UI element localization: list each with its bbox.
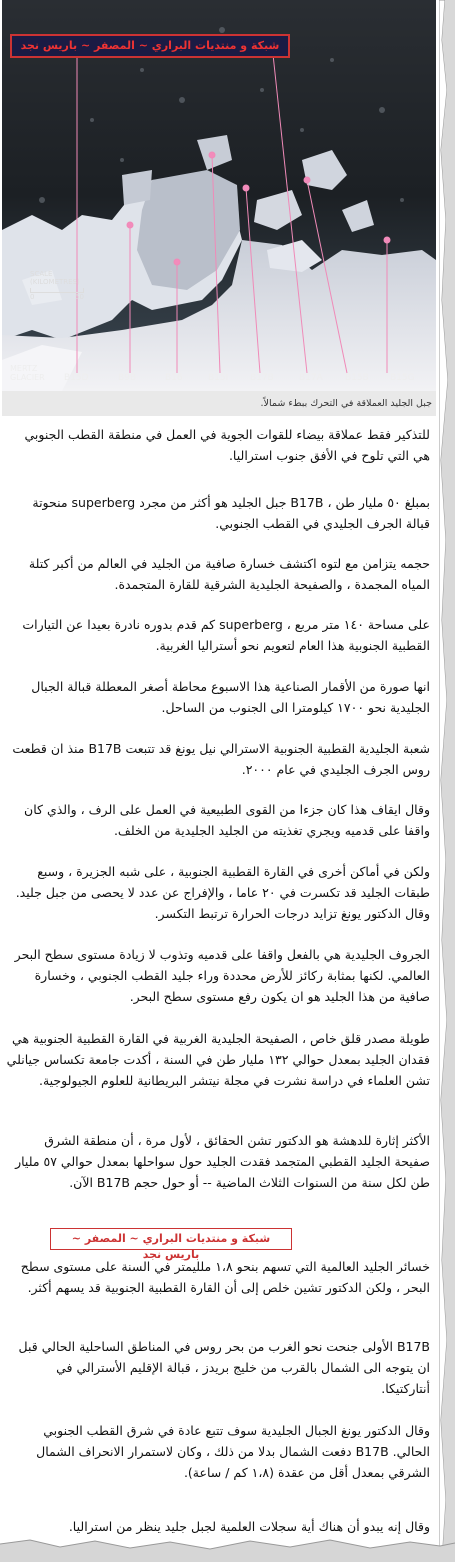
satellite-photo-frame [2,0,436,416]
iceberg-label-b17b: B17B [250,373,274,383]
scale-bar [30,270,84,301]
iceberg-label-b15g: B15G [390,373,415,383]
scale-max: 50 [75,293,84,301]
iceberg-label-b17a: B17A [299,373,323,383]
paragraph: حجمه يتزامن مع لتوه اكتشف خسارة صافية من الجليد في العالم من أكبر كتلة المياه المجمدة ، والصفيحة الجليدية الشرقية للقارة المتجمدة. [28,556,430,592]
paragraph: الأكثر إثارة للدهشة هو الدكتور تشن الحقائق ، لأول مرة ، أن منطقة الشرق صفيحة الجليد القطبي المتجمد فقدت الجليد حول سواحلها بمعدل حوالي ٥٧ مليار طن لكل سنة من السنوات الثلاث الماضية -- أو حول حجم B17B الآن. [15,1133,430,1190]
paragraph: خسائر الجليد العالمية التي تسهم بنحو ١،٨ ملليمتر في السنة على مستوى سطح البحر ، ولكن الدكتور تشين خلص إلى أن القارة القطبية الجنوبية قد يسهم أكثر. [20,1259,430,1295]
iceberg-label-b15b: B15B [345,373,369,383]
paragraph: ولكن في أماكن أخرى في القارة القطبية الجنوبية ، على شبه الجزيرة ، وسبع طبقات الجليد قد تكسرت في ٢٠ عاما ، والإفراج عن عدد لا يحصى من جبل جليد. وقال الدكتور يونغ تزايد درجات الحرارة ترتبط التكسر. [15,864,430,921]
satellite-image [2,0,436,391]
scale-label: SCALE (KILOMETRES) [30,270,80,286]
paragraph: انها صورة من الأقمار الصناعية هذا الاسبوع محاطة أصغر المعطلة قبالة الجبال الجليدية نحو ١٧٠٠ كيلومترا الى الجنوب من الساحل. [31,679,430,715]
paragraph: على مساحة ١٤٠ متر مربع ، superberg كم قدم بدوره نادرة بعيدا عن التيارات القطبية الجنوبية هذا العام لتعويم نحو أستراليا الغربية. [22,617,430,653]
torn-edge-right [439,0,455,1562]
paragraph: شعبة الجليدية القطبية الجنوبية الاسترالي نيل يونغ قد تتبعت B17B منذ ان قطعت روس الجرف الجليدي في عام ٢٠٠٠. [12,741,430,777]
paragraph: للتذكير فقط عملاقة بيضاء للقوات الجوية في العمل في منطقة القطب الجنوبي هي التي تلوح في الأفق جنوب استراليا. [24,427,430,463]
paragraph: الجروف الجليدية هي بالفعل واقفا على قدميه وتذوب لا زيادة مستوى سطح البحر العالمي. لكنها بمثابة ركائز للأرض محددة وراء جليد القطب الجنوبي ، وخسارة صافية من هذا الجليد هو ان يكون رفع مستوى سطح البحر. [14,947,430,1004]
scale-min: 0 [30,293,35,301]
paragraph: وقال الدكتور يونغ الجبال الجليدية سوف تتبع عادة في شرق القطب الجنوبي الحالي. B17B دفعت الشمال بدلا من ذلك ، وكان لاستمرار الانحراف الشمال الشرقي بمعدل أقل من عقدة (١،٨ كم / ساعة). [36,1423,430,1480]
image-caption: جبل الجليد العملاقة في التحرك ببطء شمالاً. [260,398,432,409]
torn-edge-bottom [0,1538,455,1562]
paragraph: بمبلغ ٥٠ مليار طن ، B17B جبل الجليد هو أكثر من مجرد superberg منحوتة قبالة الجرف الجليدي في القطب الجنوبي. [32,495,430,531]
paragraph: B17B الأولى جنحت نحو الغرب من بحر روس في المناطق الساحلية الحالي قبل ان يتوجه الى الشمال بالقرب من خليج بريدز ، قبالة الإقليم الأسترالي في أنتاركتيكا. [18,1339,430,1396]
iceberg-label-b16: B16 [165,373,183,383]
paragraph: وقال إنه يبدو أن هناك أية سجلات العلمية لجبل جليد ينظر من استراليا. [68,1519,430,1534]
iceberg-label-b15i: B15I [208,373,229,383]
watermark-inline: شبكة و منتديات البراري ~ المصفر ~ باريس نجد [50,1228,292,1250]
paragraph: طويلة مصدر قلق خاص ، الصفيحة الجليدية الغربية في القارة القطبية الجنوبية هي فقدان الجليد بمعدل حوالي ١٣٢ مليار طن في السنة ، أكدت جامعة تكساس جيانلي تشن العلماء في دراسة نشرت في مجلة نيتشر البريطانية للعلوم الجيولوجية. [6,1031,430,1088]
watermark-top: شبكة و منتديات البراري ~ المصفر ~ باريس نجد [10,34,290,58]
glacier-label: MERTZ GLACIER [10,364,45,382]
paragraph: وقال ايقاف هذا كان جزءا من القوى الطبيعية في العمل على الرف ، والذي كان واقفا على قدميه ويجري تغذيته من الجليد الجليدية من الخلف. [24,802,430,838]
iceberg-satellite-picture [2,0,436,391]
iceberg-label-b9b: B9B [118,373,137,383]
iceberg-label-b15d: B15D [64,373,89,383]
